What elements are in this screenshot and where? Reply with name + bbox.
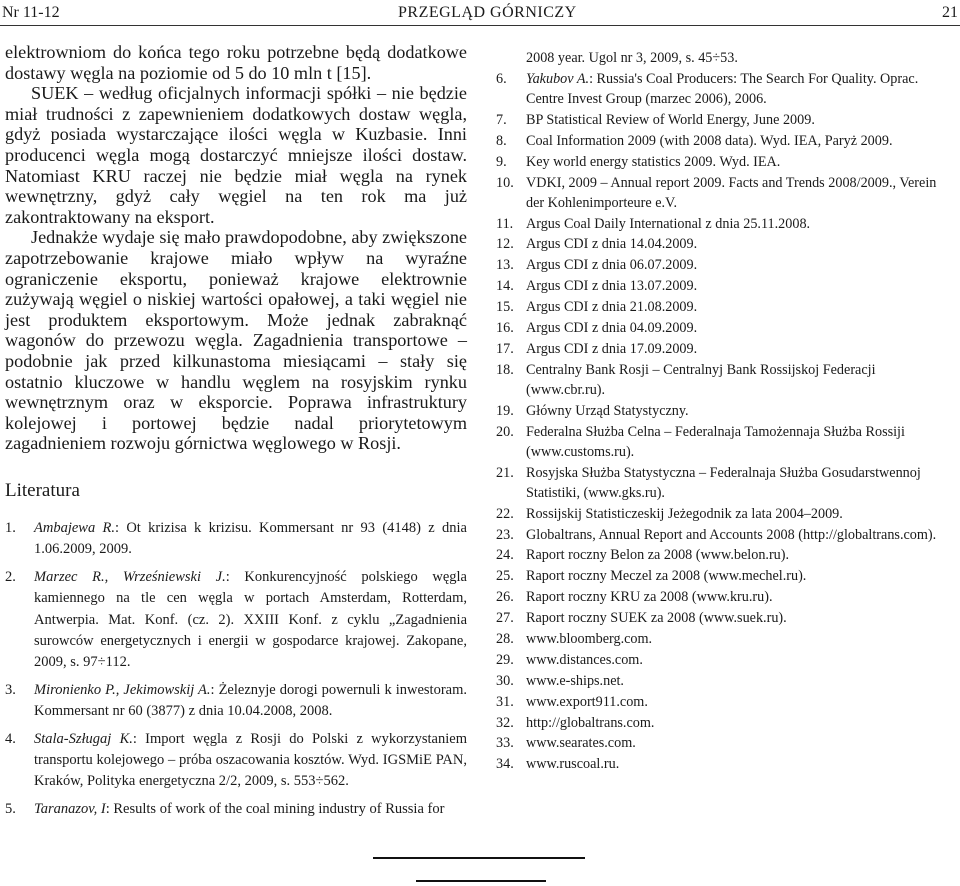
reference-text: BP Statistical Review of World Energy, June 2009.: [526, 111, 815, 128]
reference-item: [496, 131, 958, 151]
reference-number: 23.: [496, 526, 514, 543]
reference-text: : Konkurencyjność polskiego węgla kamiennego na tle cen węgla w portach Amsterdam, Rotterdam, Antwerpia. Mat. Konf. (cz. 2). XXIII Konf. z cyklu „Zagadnienia surowców energetycznych i energii w gospodarce krajowej. Zakopane, 2009, s. 97÷112.: [34, 568, 467, 671]
reference-item: [496, 297, 958, 317]
reference-text: www.export911.com.: [526, 693, 648, 710]
reference-number: 29.: [496, 651, 514, 668]
reference-number: 24.: [496, 547, 514, 564]
reference-item: [496, 401, 958, 421]
reference-number: 2.: [5, 568, 16, 585]
reference-number: 20.: [496, 423, 514, 440]
reference-number: 4.: [5, 730, 16, 747]
reference-number: 10.: [496, 174, 514, 191]
reference-text: Argus Coal Daily International z dnia 25.11.2008.: [526, 215, 811, 232]
reference-number: 27.: [496, 610, 514, 627]
reference-item: [496, 234, 958, 254]
reference-number: 25.: [496, 568, 514, 585]
reference-item: [496, 110, 958, 130]
reference-text: www.bloomberg.com.: [526, 630, 653, 647]
literature-heading: Literatura: [5, 479, 80, 501]
reference-number: 15.: [496, 299, 514, 316]
reference-item: [5, 518, 467, 561]
reference-item: [496, 504, 958, 524]
reference-text: Raport roczny Belon za 2008 (www.belon.ru).: [526, 547, 790, 564]
reference-authors: Marzec R., Wrześniewski J.: [34, 568, 226, 585]
reference-authors: Yakubov A.: [526, 70, 590, 87]
reference-number: 8.: [496, 132, 507, 149]
body-paragraph: SUEK – według oficjalnych informacji spółki – nie będzie miał trudności z zapewnieniem dodatkowych dostaw węgla, gdyż posiada wystarczające ilości węgla w Kuzbasie. Inni producenci węgla mogą dostarczyć mniejsze ilości dostaw. Natomiast KRU raczej nie będzie miał węgla na rynek wewnętrzny, gdyż cały węgiel na ten rok ma już zakontraktowany na eksport.: [5, 83, 467, 227]
reference-text: : Russia's Coal Producers: The Search For Quality. Oprac. Centre Invest Group (marzec 2006), 2006.: [526, 70, 919, 107]
reference-text: Federalna Służba Celna – Federalnaja Tamożennaja Służba Rossiji (www.customs.ru).: [526, 423, 905, 460]
reference-item: [496, 566, 958, 586]
reference-text: www.e-ships.net.: [526, 672, 624, 689]
reference-number: 19.: [496, 402, 514, 419]
journal-title: PRZEGLĄD GÓRNICZY: [398, 4, 577, 21]
reference-number: 7.: [496, 111, 507, 128]
reference-text: http://globaltrans.com.: [526, 714, 655, 731]
reference-text: Argus CDI z dnia 13.07.2009.: [526, 278, 698, 295]
reference-item: [496, 629, 958, 649]
reference-number: 28.: [496, 630, 514, 647]
body-paragraph: elektrowniom do końca tego roku potrzebne będą dodatkowe dostawy węgla na poziomie od 5 do 10 mln t [15].: [5, 42, 467, 83]
reference-authors: Ambajewa R.: [34, 519, 115, 536]
reference-item: [5, 799, 467, 820]
reference-item: [496, 214, 958, 234]
reference-item: [496, 587, 958, 607]
reference-text: Argus CDI z dnia 17.09.2009.: [526, 340, 698, 357]
reference-item: [496, 754, 958, 774]
reference-item: [496, 422, 958, 462]
reference-number: 21.: [496, 464, 514, 481]
reference-text: Argus CDI z dnia 06.07.2009.: [526, 257, 698, 274]
reference-text: Raport roczny Meczel za 2008 (www.mechel.ru).: [526, 568, 807, 585]
reference-number: 13.: [496, 257, 514, 274]
reference-text: Rossijskij Statisticzeskij Jeżegodnik za lata 2004–2009.: [526, 505, 843, 522]
reference-authors: Mironienko P., Jekimowskij A.: [34, 681, 211, 698]
reference-number: 17.: [496, 340, 514, 357]
reference-list-right: [496, 48, 958, 774]
reference-text: Coal Information 2009 (with 2008 data). Wyd. IEA, Paryż 2009.: [526, 132, 893, 149]
reference-number: 32.: [496, 714, 514, 731]
reference-number: 22.: [496, 505, 514, 522]
reference-item: [496, 152, 958, 172]
reference-text: Key world energy statistics 2009. Wyd. IEA.: [526, 153, 781, 170]
reference-item: [496, 545, 958, 565]
reference-text: VDKI, 2009 – Annual report 2009. Facts and Trends 2008/2009., Verein der Kohlenimporteure e.V.: [526, 174, 937, 211]
reference-item: [496, 733, 958, 753]
reference-number: 16.: [496, 319, 514, 336]
reference-number: 1.: [5, 519, 16, 536]
reference-number: 9.: [496, 153, 507, 170]
reference-authors: Taranazov, I: [34, 800, 106, 817]
reference-text: www.distances.com.: [526, 651, 643, 668]
reference-item: [496, 173, 958, 213]
reference-text: : Ot krizisa k krizisu. Kommersant nr 93 (4148) z dnia 1.06.2009, 2009.: [34, 519, 467, 558]
reference-item: [496, 608, 958, 628]
reference-text: Raport roczny SUEK za 2008 (www.suek.ru).: [526, 610, 787, 627]
reference-item: [496, 69, 958, 109]
reference-text: Centralny Bank Rosji – Centralnyj Bank Rossijskoj Federacji (www.cbr.ru).: [526, 361, 876, 398]
reference-item: [5, 729, 467, 793]
reference-item: [496, 48, 958, 68]
reference-text: : Żeleznyje dorogi powernuli k inwestoram. Kommersant nr 60 (3877) z dnia 10.04.2008, 2008.: [34, 681, 467, 720]
reference-number: 11.: [496, 215, 514, 232]
reference-item: [5, 567, 467, 674]
reference-item: [5, 680, 467, 723]
reference-number: 33.: [496, 735, 514, 752]
reference-number: 3.: [5, 681, 16, 698]
body-paragraph: Jednakże wydaje się mało prawdopodobne, aby zwiększone zapotrzebowanie krajowe miało wpływ na wyraźne ograniczenie eksportu, ponieważ krajowe elektrownie zużywają węgiel o niskiej wartości opałowej, a taki węgiel nie jest produktem eksportowym. Może jednak zabraknąć wagonów do przewozu węgla. Zagadnienia transportowe – podobnie jak przed kilkunastoma miesiącami – stały się ostatnio kluczowe w handlu węglem na rosyjskim rynku wewnętrznym oraz w eksporcie. Poprawa infrastruktury kolejowej i portowej będzie nadal priorytetowym zagadnieniem rozwoju górnictwa węglowego w Rosji.: [5, 227, 467, 454]
reference-number: 31.: [496, 693, 514, 710]
reference-item: [496, 255, 958, 275]
reference-text: Globaltrans, Annual Report and Accounts 2008 (http://globaltrans.com).: [526, 526, 937, 543]
reference-text: : Results of work of the coal mining industry of Russia for: [105, 800, 445, 817]
reference-text: Argus CDI z dnia 21.08.2009.: [526, 299, 698, 316]
reference-authors: Stala-Szługaj K.: [34, 730, 133, 747]
footer-rule: [373, 857, 585, 859]
reference-number: 34.: [496, 756, 514, 773]
reference-number: 30.: [496, 672, 514, 689]
reference-list-left: [5, 518, 467, 820]
reference-text: Rosyjska Służba Statystyczna – Federalnaja Służba Gosudarstwennoj Statistiki, (www.gks.ru).: [526, 464, 921, 501]
reference-item: [496, 276, 958, 296]
reference-item: [496, 671, 958, 691]
reference-text: Argus CDI z dnia 04.09.2009.: [526, 319, 698, 336]
reference-item: [496, 692, 958, 712]
header-rule: [0, 25, 960, 26]
reference-item: [496, 525, 958, 545]
footer-rule: [416, 880, 546, 882]
reference-item: [496, 339, 958, 359]
reference-text: : Import węgla z Rosji do Polski z wykorzystaniem transportu kolejowego – próba oszacowania kosztów. Wyd. IGSMiE PAN, Kraków, Polityka energetyczna 2/2, 2009, s. 553÷562.: [34, 730, 467, 790]
left-column: [5, 42, 467, 826]
right-column: [496, 48, 958, 775]
page-number-right: 21: [942, 4, 958, 21]
reference-text: www.ruscoal.ru.: [526, 756, 620, 773]
reference-number: 14.: [496, 278, 514, 295]
reference-text: Główny Urząd Statystyczny.: [526, 402, 689, 419]
reference-text: Raport roczny KRU za 2008 (www.kru.ru).: [526, 589, 773, 606]
reference-text: Argus CDI z dnia 14.04.2009.: [526, 236, 698, 253]
reference-item: [496, 650, 958, 670]
reference-item: [496, 318, 958, 338]
reference-text: 2008 year. Ugol nr 3, 2009, s. 45÷53.: [526, 50, 738, 66]
page-header: [0, 0, 960, 26]
page-number-left: Nr 11-12: [2, 4, 60, 21]
reference-item: [496, 713, 958, 733]
reference-number: 12.: [496, 236, 514, 253]
reference-number: 6.: [496, 70, 507, 87]
reference-number: 26.: [496, 589, 514, 606]
reference-number: 5.: [5, 800, 16, 817]
reference-text: www.searates.com.: [526, 735, 636, 752]
reference-number: 18.: [496, 361, 514, 378]
reference-item: [496, 360, 958, 400]
reference-item: [496, 463, 958, 503]
